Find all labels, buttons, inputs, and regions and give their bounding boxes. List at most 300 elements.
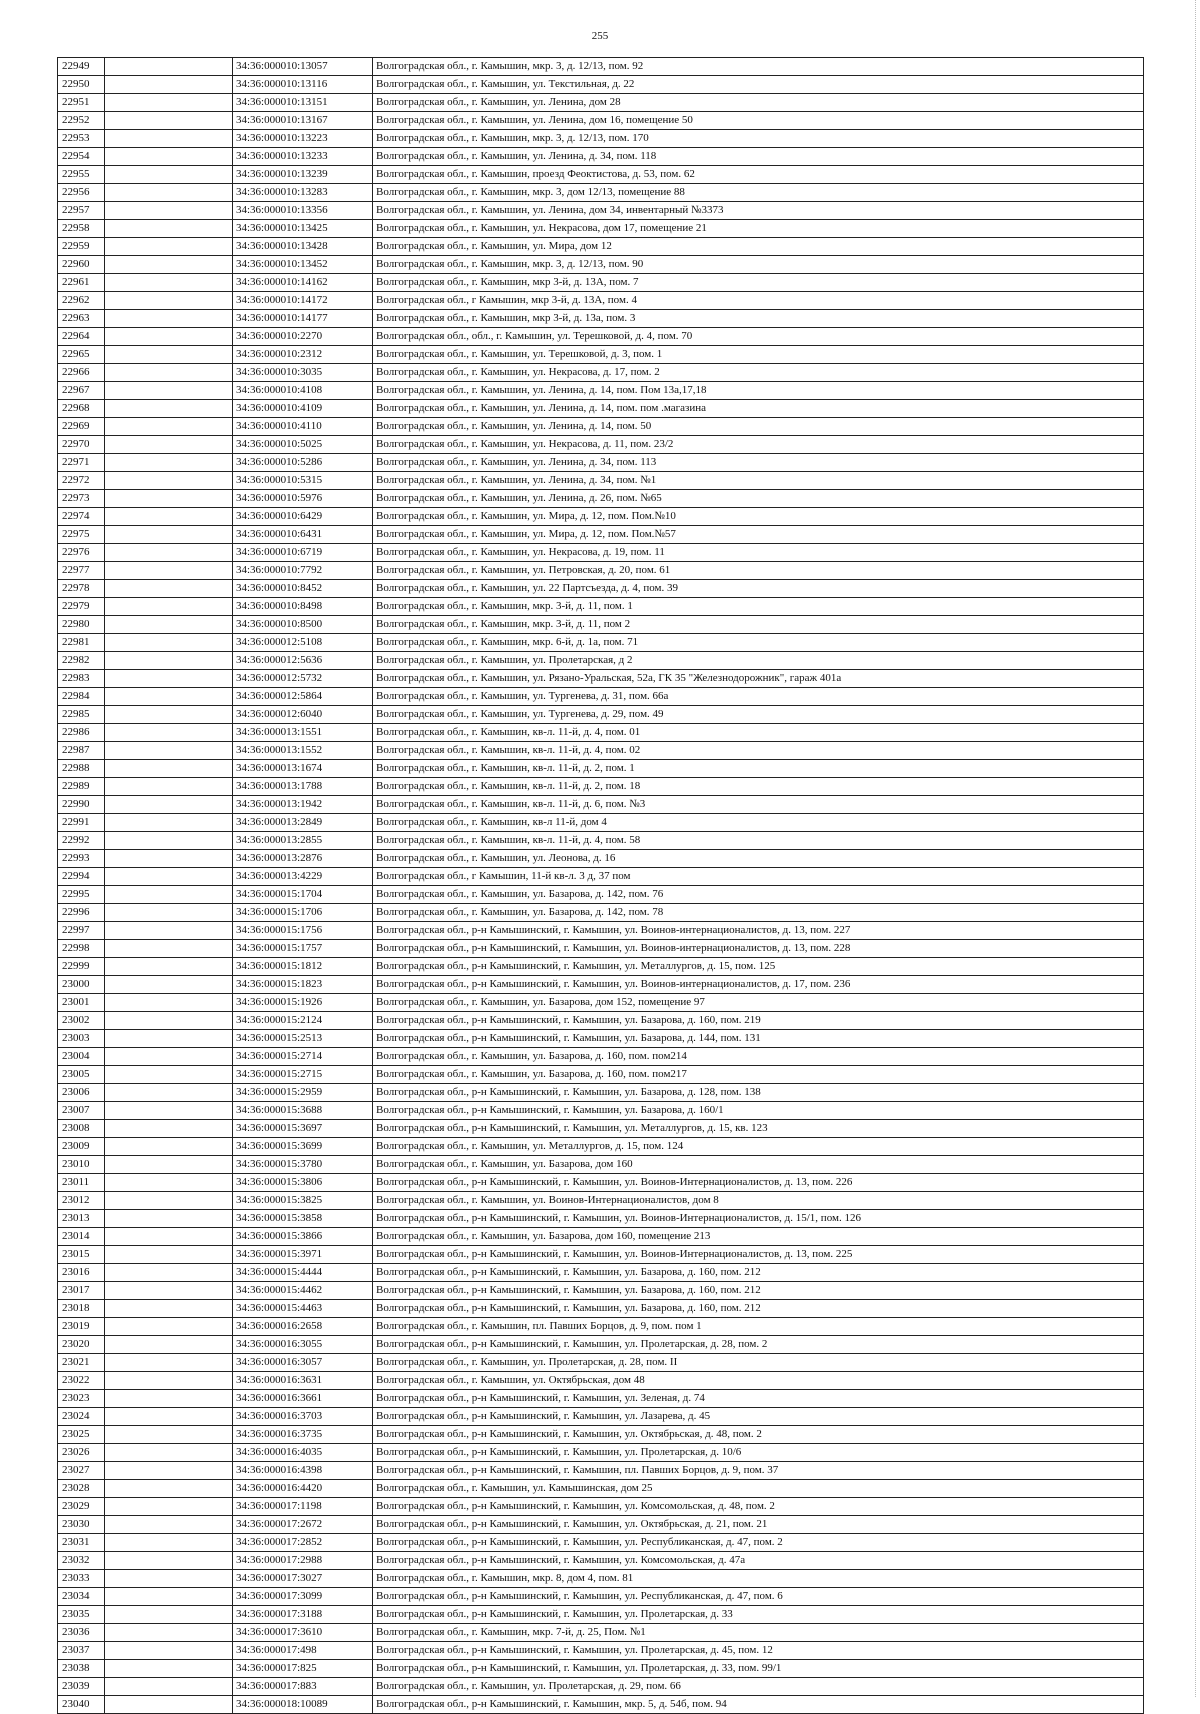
row-number-cell: 22952 [58,112,105,130]
blank-cell [105,382,233,400]
cadastral-number-cell: 34:36:000010:4108 [233,382,373,400]
cadastral-number-cell: 34:36:000015:4462 [233,1282,373,1300]
row-number-cell: 22990 [58,796,105,814]
table-row [58,112,1144,130]
table-row [58,1390,1144,1408]
table-row [58,796,1144,814]
row-number-cell: 23026 [58,1444,105,1462]
cadastral-number-cell: 34:36:000010:13452 [233,256,373,274]
blank-cell [105,1408,233,1426]
cadastral-number-cell: 34:36:000015:2513 [233,1030,373,1048]
blank-cell [105,670,233,688]
address-cell: Волгоградская обл., г. Камышин, мкр. 3-й, д. 11, пом 2 [373,616,1144,634]
cadastral-number-cell: 34:36:000015:3697 [233,1120,373,1138]
address-cell: Волгоградская обл., г. Камышин, ул. Октябрьская, дом 48 [373,1372,1144,1390]
table-row [58,1030,1144,1048]
blank-cell [105,976,233,994]
address-cell: Волгоградская обл., г. Камышин, ул. Ленина, д. 34, пом. 118 [373,148,1144,166]
cadastral-number-cell: 34:36:000017:3027 [233,1570,373,1588]
address-cell: Волгоградская обл., г. Камышин, ул. Пролетарская, д. 28, пом. II [373,1354,1144,1372]
row-number-cell: 22949 [58,58,105,76]
table-row [58,328,1144,346]
row-number-cell: 23022 [58,1372,105,1390]
row-number-cell: 23006 [58,1084,105,1102]
blank-cell [105,1372,233,1390]
row-number-cell: 23007 [58,1102,105,1120]
row-number-cell: 23016 [58,1264,105,1282]
row-number-cell: 23039 [58,1678,105,1696]
cadastral-number-cell: 34:36:000017:2988 [233,1552,373,1570]
table-row [58,1678,1144,1696]
cadastral-number-cell: 34:36:000010:13356 [233,202,373,220]
blank-cell [105,1030,233,1048]
table-row [58,670,1144,688]
table-row [58,1174,1144,1192]
blank-cell [105,1534,233,1552]
table-row [58,1534,1144,1552]
row-number-cell: 22981 [58,634,105,652]
cadastral-number-cell: 34:36:000015:2124 [233,1012,373,1030]
blank-cell [105,1228,233,1246]
blank-cell [105,814,233,832]
table-row [58,688,1144,706]
cadastral-number-cell: 34:36:000010:14177 [233,310,373,328]
table-row [58,1300,1144,1318]
address-cell: Волгоградская обл., г. Камышин, мкр. 3, д. 12/13, пом. 92 [373,58,1144,76]
table-row [58,1120,1144,1138]
cadastral-number-cell: 34:36:000016:3703 [233,1408,373,1426]
blank-cell [105,850,233,868]
blank-cell [105,868,233,886]
address-cell: Волгоградская обл., г. Камышин, ул. Тургенева, д. 29, пом. 49 [373,706,1144,724]
table-row [58,1102,1144,1120]
blank-cell [105,1084,233,1102]
row-number-cell: 23040 [58,1696,105,1714]
table-row [58,1192,1144,1210]
address-cell: Волгоградская обл., г. Камышин, мкр. 6-й, д. 1а, пом. 71 [373,634,1144,652]
row-number-cell: 22966 [58,364,105,382]
blank-cell [105,436,233,454]
row-number-cell: 23021 [58,1354,105,1372]
table-row [58,1156,1144,1174]
table-row [58,292,1144,310]
table-row [58,976,1144,994]
blank-cell [105,1174,233,1192]
blank-cell [105,904,233,922]
row-number-cell: 23027 [58,1462,105,1480]
cadastral-number-cell: 34:36:000015:1926 [233,994,373,1012]
blank-cell [105,598,233,616]
cadastral-number-cell: 34:36:000015:3688 [233,1102,373,1120]
cadastral-number-cell: 34:36:000010:5286 [233,454,373,472]
blank-cell [105,796,233,814]
blank-cell [105,1606,233,1624]
table-row [58,886,1144,904]
address-cell: Волгоградская обл., р-н Камышинский, г. Камышин, ул. Базарова, д. 160, пом. 212 [373,1282,1144,1300]
address-cell: Волгоградская обл., р-н Камышинский, г. Камышин, ул. Металлургов, д. 15, пом. 125 [373,958,1144,976]
address-cell: Волгоградская обл., г. Камышин, ул. Базарова, д. 160, пом. пом217 [373,1066,1144,1084]
address-cell: Волгоградская обл., г. Камышин, мкр. 8, дом 4, пом. 81 [373,1570,1144,1588]
row-number-cell: 22963 [58,310,105,328]
blank-cell [105,652,233,670]
address-cell: Волгоградская обл., г. Камышин, ул. Леонова, д. 16 [373,850,1144,868]
row-number-cell: 23020 [58,1336,105,1354]
blank-cell [105,1156,233,1174]
row-number-cell: 22957 [58,202,105,220]
cadastral-number-cell: 34:36:000010:6431 [233,526,373,544]
address-cell: Волгоградская обл., г. Камышин, ул. Некрасова, д. 19, пом. 11 [373,544,1144,562]
row-number-cell: 23013 [58,1210,105,1228]
address-cell: Волгоградская обл., р-н Камышинский, г. Камышин, ул. Воинов-интернационалистов, д. 13, пом. 228 [373,940,1144,958]
row-number-cell: 23001 [58,994,105,1012]
blank-cell [105,454,233,472]
blank-cell [105,1660,233,1678]
blank-cell [105,1210,233,1228]
address-cell: Волгоградская обл., г. Камышин, ул. Терешковой, д. 3, пом. 1 [373,346,1144,364]
table-row [58,1588,1144,1606]
cadastral-number-cell: 34:36:000016:4035 [233,1444,373,1462]
cadastral-number-cell: 34:36:000015:3806 [233,1174,373,1192]
row-number-cell: 22989 [58,778,105,796]
address-cell: Волгоградская обл., г. Камышин, мкр 3-й, д. 13А, пом. 7 [373,274,1144,292]
row-number-cell: 22975 [58,526,105,544]
address-cell: Волгоградская обл., г. Камышин, ул. Мира, д. 12, пом. Пом.№57 [373,526,1144,544]
blank-cell [105,940,233,958]
address-cell: Волгоградская обл., г. Камышин, кв-л. 11-й, д. 2, пом. 18 [373,778,1144,796]
blank-cell [105,1426,233,1444]
table-row [58,1642,1144,1660]
table-row [58,436,1144,454]
row-number-cell: 22999 [58,958,105,976]
table-row [58,1336,1144,1354]
address-cell: Волгоградская обл., р-н Камышинский, г. Камышин, ул. Воинов-Интернационалистов, д. 15/1, пом. 126 [373,1210,1144,1228]
table-row [58,130,1144,148]
cadastral-number-cell: 34:36:000015:1823 [233,976,373,994]
blank-cell [105,256,233,274]
row-number-cell: 23036 [58,1624,105,1642]
cadastral-number-cell: 34:36:000010:7792 [233,562,373,580]
address-cell: Волгоградская обл., г. Камышин, мкр 3-й, д. 13а, пом. 3 [373,310,1144,328]
address-cell: Волгоградская обл., г. Камышин, ул. Базарова, д. 142, пом. 76 [373,886,1144,904]
cadastral-number-cell: 34:36:000017:825 [233,1660,373,1678]
row-number-cell: 22961 [58,274,105,292]
address-cell: Волгоградская обл., г. Камышин, мкр. 3, д. 12/13, пом. 90 [373,256,1144,274]
blank-cell [105,1588,233,1606]
address-cell: Волгоградская обл., г. Камышин, ул. Ленина, д. 14, пом. пом .магазина [373,400,1144,418]
row-number-cell: 23010 [58,1156,105,1174]
row-number-cell: 22960 [58,256,105,274]
blank-cell [105,1012,233,1030]
cadastral-number-cell: 34:36:000017:3099 [233,1588,373,1606]
address-cell: Волгоградская обл., г. Камышин, ул. Мира, д. 12, пом. Пом.№10 [373,508,1144,526]
row-number-cell: 23011 [58,1174,105,1192]
address-cell: Волгоградская обл., г. Камышин, ул. Тургенева, д. 31, пом. 66а [373,688,1144,706]
table-row [58,256,1144,274]
cadastral-number-cell: 34:36:000016:3631 [233,1372,373,1390]
blank-cell [105,742,233,760]
row-number-cell: 23035 [58,1606,105,1624]
table-row [58,562,1144,580]
blank-cell [105,1498,233,1516]
address-cell: Волгоградская обл., р-н Камышинский, г. Камышин, ул. Пролетарская, д. 33, пом. 99/1 [373,1660,1144,1678]
blank-cell [105,1516,233,1534]
blank-cell [105,148,233,166]
blank-cell [105,112,233,130]
table-row [58,1228,1144,1246]
row-number-cell: 22967 [58,382,105,400]
table-row [58,490,1144,508]
cadastral-number-cell: 34:36:000016:3735 [233,1426,373,1444]
blank-cell [105,1282,233,1300]
address-cell: Волгоградская обл., г. Камышин, ул. Некрасова, д. 17, пом. 2 [373,364,1144,382]
blank-cell [105,1318,233,1336]
table-row [58,238,1144,256]
blank-cell [105,562,233,580]
table-row [58,1318,1144,1336]
address-cell: Волгоградская обл., р-н Камышинский, г. Камышин, ул. Комсомольская, д. 48, пом. 2 [373,1498,1144,1516]
blank-cell [105,760,233,778]
table-row [58,1516,1144,1534]
address-cell: Волгоградская обл., г Камышин, мкр 3-й, д. 13А, пом. 4 [373,292,1144,310]
cadastral-number-cell: 34:36:000015:1757 [233,940,373,958]
cadastral-number-cell: 34:36:000010:13233 [233,148,373,166]
address-cell: Волгоградская обл., г. Камышин, проезд Феоктистова, д. 53, пом. 62 [373,166,1144,184]
blank-cell [105,1696,233,1714]
address-cell: Волгоградская обл., г. Камышин, пл. Павших Борцов, д. 9, пом. пом 1 [373,1318,1144,1336]
blank-cell [105,994,233,1012]
row-number-cell: 22986 [58,724,105,742]
address-cell: Волгоградская обл., г. Камышин, ул. Базарова, д. 160, пом. пом214 [373,1048,1144,1066]
table-row [58,184,1144,202]
table-row [58,760,1144,778]
table-row [58,742,1144,760]
blank-cell [105,1570,233,1588]
blank-cell [105,1192,233,1210]
table-row [58,634,1144,652]
blank-cell [105,274,233,292]
address-cell: Волгоградская обл., г. Камышин, кв-л. 11-й, д. 2, пом. 1 [373,760,1144,778]
cadastral-number-cell: 34:36:000012:6040 [233,706,373,724]
blank-cell [105,130,233,148]
cadastral-number-cell: 34:36:000010:13057 [233,58,373,76]
blank-cell [105,1336,233,1354]
blank-cell [105,292,233,310]
table-row [58,418,1144,436]
blank-cell [105,346,233,364]
cadastral-number-cell: 34:36:000017:1198 [233,1498,373,1516]
address-cell: Волгоградская обл., р-н Камышинский, г. Камышин, ул. Пролетарская, д. 28, пом. 2 [373,1336,1144,1354]
row-number-cell: 22970 [58,436,105,454]
cadastral-number-cell: 34:36:000016:4420 [233,1480,373,1498]
cadastral-number-cell: 34:36:000017:498 [233,1642,373,1660]
address-cell: Волгоградская обл., г. Камышин, ул. Ленина, д. 26, пом. №65 [373,490,1144,508]
table-row [58,508,1144,526]
table-row [58,382,1144,400]
row-number-cell: 22972 [58,472,105,490]
cadastral-number-cell: 34:36:000016:3055 [233,1336,373,1354]
cadastral-number-cell: 34:36:000010:13425 [233,220,373,238]
address-cell: Волгоградская обл., г. Камышин, мкр. 3, д. 12/13, пом. 170 [373,130,1144,148]
table-row [58,1444,1144,1462]
table-row [58,1210,1144,1228]
row-number-cell: 22969 [58,418,105,436]
table-row [58,202,1144,220]
table-row [58,616,1144,634]
blank-cell [105,1102,233,1120]
address-cell: Волгоградская обл., р-н Камышинский, г. Камышин, ул. Базарова, д. 160/1 [373,1102,1144,1120]
table-row [58,922,1144,940]
cadastral-number-cell: 34:36:000012:5108 [233,634,373,652]
row-number-cell: 22996 [58,904,105,922]
row-number-cell: 22962 [58,292,105,310]
table-row [58,166,1144,184]
row-number-cell: 22985 [58,706,105,724]
cadastral-number-cell: 34:36:000010:13428 [233,238,373,256]
blank-cell [105,580,233,598]
table-row [58,346,1144,364]
row-number-cell: 23032 [58,1552,105,1570]
cadastral-number-cell: 34:36:000010:5976 [233,490,373,508]
blank-cell [105,364,233,382]
table-row [58,1282,1144,1300]
blank-cell [105,76,233,94]
table-row [58,454,1144,472]
table-row [58,472,1144,490]
table-row [58,940,1144,958]
row-number-cell: 23028 [58,1480,105,1498]
address-cell: Волгоградская обл., р-н Камышинский, г. Камышин, ул. Воинов-интернационалистов, д. 17, пом. 236 [373,976,1144,994]
table-row [58,994,1144,1012]
row-number-cell: 22977 [58,562,105,580]
blank-cell [105,886,233,904]
table-row [58,1426,1144,1444]
row-number-cell: 22971 [58,454,105,472]
cadastral-number-cell: 34:36:000015:2714 [233,1048,373,1066]
address-cell: Волгоградская обл., г. Камышин, ул. Текстильная, д. 22 [373,76,1144,94]
cadastral-number-cell: 34:36:000010:2312 [233,346,373,364]
cadastral-number-cell: 34:36:000010:3035 [233,364,373,382]
row-number-cell: 22973 [58,490,105,508]
cadastral-number-cell: 34:36:000015:1704 [233,886,373,904]
row-number-cell: 22965 [58,346,105,364]
table-row [58,1570,1144,1588]
table-row [58,778,1144,796]
blank-cell [105,616,233,634]
row-number-cell: 23003 [58,1030,105,1048]
cadastral-number-cell: 34:36:000015:3825 [233,1192,373,1210]
cadastral-number-cell: 34:36:000016:3057 [233,1354,373,1372]
blank-cell [105,310,233,328]
address-cell: Волгоградская обл., г. Камышин, ул. Ленина, дом 28 [373,94,1144,112]
cadastral-number-cell: 34:36:000010:4110 [233,418,373,436]
address-cell: Волгоградская обл., обл., г. Камышин, ул. Терешковой, д. 4, пом. 70 [373,328,1144,346]
row-number-cell: 23002 [58,1012,105,1030]
address-cell: Волгоградская обл., г. Камышин, мкр. 7-й, д. 25, Пом. №1 [373,1624,1144,1642]
table-row [58,94,1144,112]
row-number-cell: 22998 [58,940,105,958]
row-number-cell: 22974 [58,508,105,526]
row-number-cell: 22953 [58,130,105,148]
address-cell: Волгоградская обл., г. Камышин, ул. Ленина, д. 14, пом. 50 [373,418,1144,436]
row-number-cell: 22954 [58,148,105,166]
blank-cell [105,184,233,202]
row-number-cell: 22988 [58,760,105,778]
table-row [58,544,1144,562]
blank-cell [105,1120,233,1138]
row-number-cell: 23008 [58,1120,105,1138]
cadastral-number-cell: 34:36:000010:14162 [233,274,373,292]
table-row [58,364,1144,382]
address-cell: Волгоградская обл., г. Камышин, ул. Некрасова, д. 11, пом. 23/2 [373,436,1144,454]
address-cell: Волгоградская обл., р-н Камышинский, г. Камышин, ул. Зеленая, д. 74 [373,1390,1144,1408]
cadastral-number-cell: 34:36:000015:3780 [233,1156,373,1174]
address-cell: Волгоградская обл., р-н Камышинский, г. Камышин, ул. Воинов-Интернационалистов, д. 13, пом. 225 [373,1246,1144,1264]
table-row [58,1606,1144,1624]
blank-cell [105,1678,233,1696]
address-cell: Волгоградская обл., г. Камышин, ул. Ленина, дом 16, помещение 50 [373,112,1144,130]
cadastral-number-cell: 34:36:000010:4109 [233,400,373,418]
cadastral-number-cell: 34:36:000017:2672 [233,1516,373,1534]
blank-cell [105,1480,233,1498]
table-row [58,1264,1144,1282]
table-row [58,1480,1144,1498]
cadastral-number-cell: 34:36:000010:2270 [233,328,373,346]
registry-table-body [58,58,1144,1714]
row-number-cell: 23015 [58,1246,105,1264]
cadastral-number-cell: 34:36:000010:13223 [233,130,373,148]
address-cell: Волгоградская обл., р-н Камышинский, г. Камышин, ул. Пролетарская, д. 10/6 [373,1444,1144,1462]
cadastral-number-cell: 34:36:000015:3971 [233,1246,373,1264]
row-number-cell: 22950 [58,76,105,94]
blank-cell [105,1066,233,1084]
address-cell: Волгоградская обл., г. Камышин, кв-л 11-й, дом 4 [373,814,1144,832]
address-cell: Волгоградская обл., р-н Камышинский, г. Камышин, ул. Пролетарская, д. 45, пом. 12 [373,1642,1144,1660]
cadastral-number-cell: 34:36:000013:1674 [233,760,373,778]
cadastral-number-cell: 34:36:000010:6719 [233,544,373,562]
address-cell: Волгоградская обл., р-н Камышинский, г. Камышин, ул. Базарова, д. 144, пом. 131 [373,1030,1144,1048]
row-number-cell: 23029 [58,1498,105,1516]
cadastral-number-cell: 34:36:000015:1756 [233,922,373,940]
cadastral-number-cell: 34:36:000015:1812 [233,958,373,976]
table-row [58,1012,1144,1030]
table-row [58,1084,1144,1102]
address-cell: Волгоградская обл., г. Камышин, ул. Ленина, д. 14, пом. Пом 13а,17,18 [373,382,1144,400]
row-number-cell: 23000 [58,976,105,994]
blank-cell [105,1300,233,1318]
table-row [58,652,1144,670]
cadastral-number-cell: 34:36:000015:3866 [233,1228,373,1246]
table-row [58,58,1144,76]
row-number-cell: 22958 [58,220,105,238]
row-number-cell: 22994 [58,868,105,886]
blank-cell [105,166,233,184]
address-cell: Волгоградская обл., г. Камышин, ул. Воинов-Интернационалистов, дом 8 [373,1192,1144,1210]
address-cell: Волгоградская обл., г. Камышин, кв-л. 11-й, д. 4, пом. 58 [373,832,1144,850]
address-cell: Волгоградская обл., р-н Камышинский, г. Камышин, ул. Базарова, д. 160, пом. 212 [373,1264,1144,1282]
table-row [58,76,1144,94]
blank-cell [105,1444,233,1462]
table-row [58,1138,1144,1156]
blank-cell [105,1642,233,1660]
cadastral-number-cell: 34:36:000015:2715 [233,1066,373,1084]
table-row [58,1696,1144,1714]
row-number-cell: 23004 [58,1048,105,1066]
address-cell: Волгоградская обл., р-н Камышинский, г. Камышин, ул. Октябрьская, д. 21, пом. 21 [373,1516,1144,1534]
row-number-cell: 22995 [58,886,105,904]
row-number-cell: 22983 [58,670,105,688]
address-cell: Волгоградская обл., р-н Камышинский, г. Камышин, ул. Октябрьская, д. 48, пом. 2 [373,1426,1144,1444]
cadastral-number-cell: 34:36:000013:1552 [233,742,373,760]
